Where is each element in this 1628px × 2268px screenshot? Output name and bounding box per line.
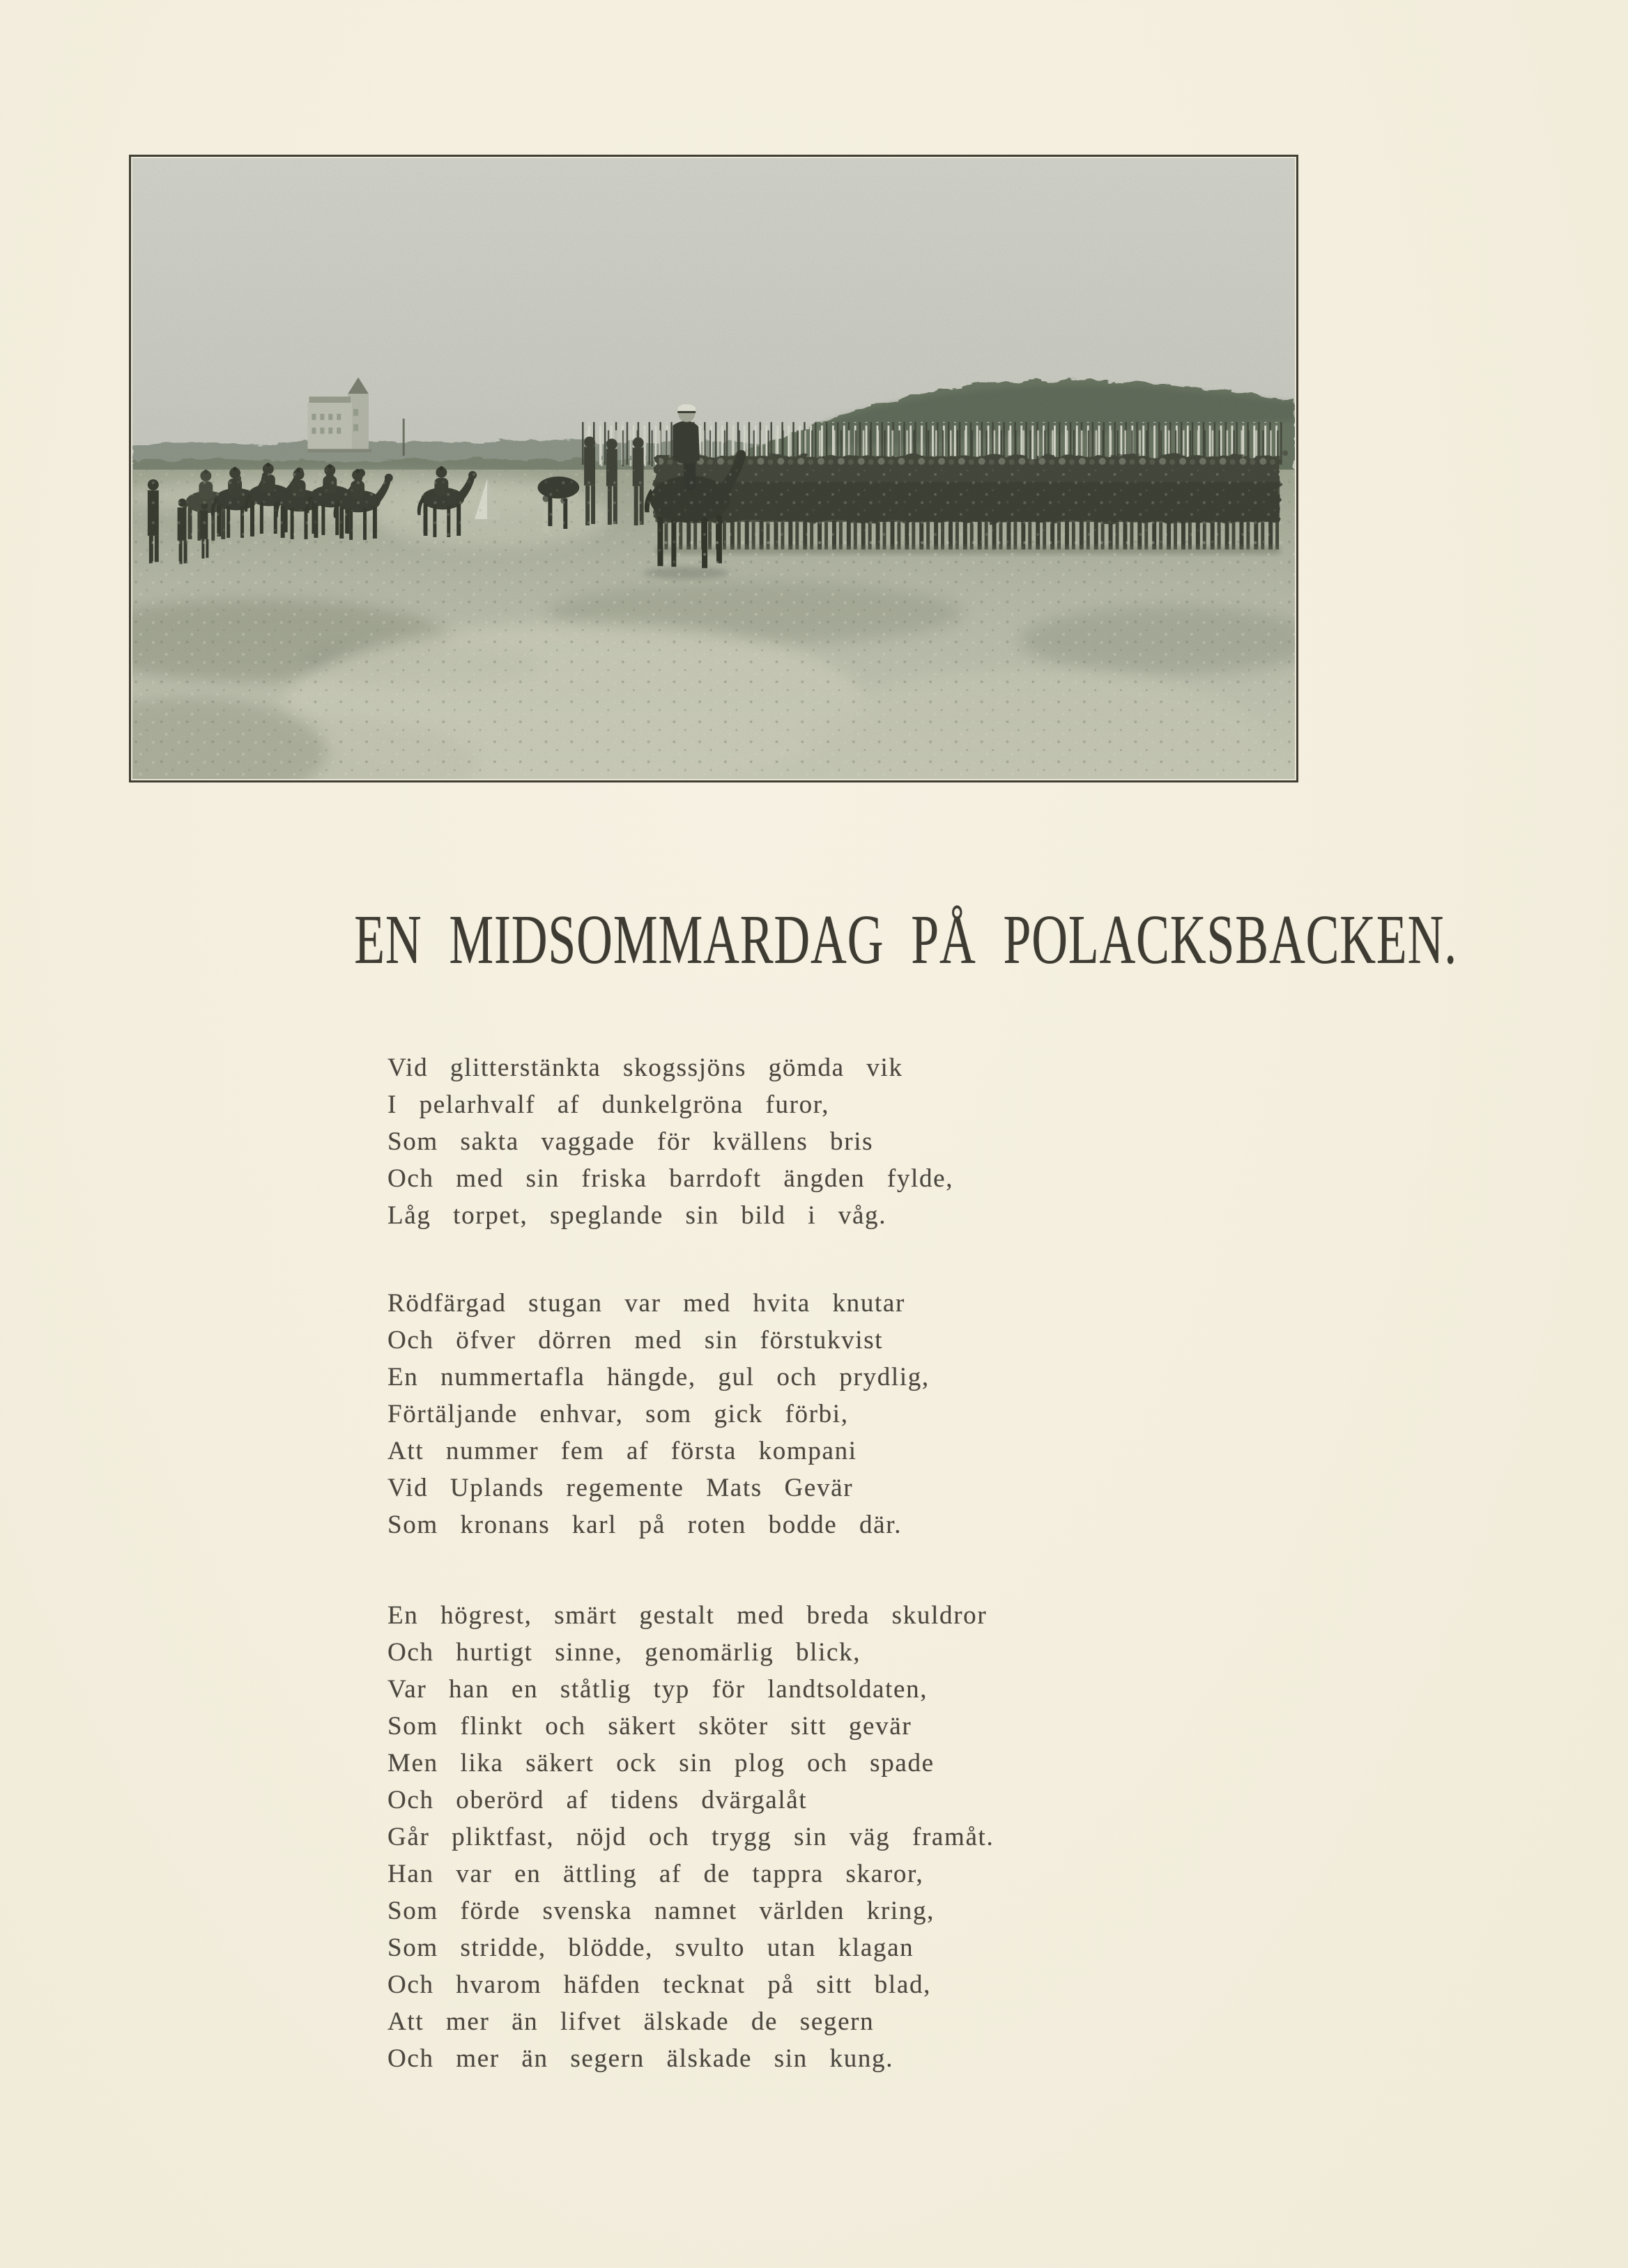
poem-line: Rödfärgad stugan var med hvita knutar	[387, 1289, 906, 1318]
poem-stanza-3	[387, 1597, 994, 2077]
poem-stanza-2	[387, 1285, 930, 1543]
page-title	[129, 900, 1458, 978]
poem-line: En högrest, smärt gestalt med breda skuldror	[387, 1601, 988, 1630]
poem-line: Han var en ättling af de tappra skaror,	[387, 1860, 924, 1888]
poem-line: Och hvarom häfden tecknat på sitt blad,	[387, 1970, 932, 1999]
poem-line: Går pliktfast, nöjd och trygg sin väg framåt.	[387, 1823, 995, 1851]
poem-line: Vid glitterstänkta skogssjöns gömda vik	[387, 1054, 903, 1082]
poem-line: I pelarhvalf af dunkelgröna furor,	[387, 1090, 830, 1119]
poem-line: Var han en ståtlig typ för landtsoldaten,	[387, 1675, 928, 1704]
parade-photo-illustration	[132, 158, 1295, 779]
poem-line: Som kronans karl på roten bodde där.	[387, 1511, 903, 1539]
poem-line: Och med sin friska barrdoft ängden fylde,	[387, 1164, 954, 1193]
poem-line: Att mer än lifvet älskade de segern	[387, 2007, 875, 2036]
poem-line: Vid Uplands regemente Mats Gevär	[387, 1474, 854, 1502]
poem-line: Som sakta vaggade för kvällens bris	[387, 1127, 874, 1156]
page-title-text: EN MIDSOMMARDAG PÅ POLACKSBACKEN.	[354, 900, 1458, 978]
photo-frame	[129, 155, 1298, 782]
poem-line: Som stridde, blödde, svulto utan klagan	[387, 1934, 914, 1962]
poem-stanza-1	[387, 1049, 953, 1234]
poem-line: Förtäljande enhvar, som gick förbi,	[387, 1400, 849, 1428]
poem-line: Som förde svenska namnet världen kring,	[387, 1897, 935, 1925]
poem-line: Som flinkt och säkert sköter sitt gevär	[387, 1712, 912, 1741]
poem-line: Och oberörd af tidens dvärgalåt	[387, 1786, 808, 1814]
poem-line: Och öfver dörren med sin förstukvist	[387, 1326, 884, 1355]
poem-line: Att nummer fem af första kompani	[387, 1437, 857, 1465]
poem-line: Och mer än segern älskade sin kung.	[387, 2044, 894, 2073]
poem-line: Och hurtigt sinne, genomärlig blick,	[387, 1638, 861, 1667]
poem-line: En nummertafla hängde, gul och prydlig,	[387, 1363, 930, 1391]
poem-line: Men lika säkert ock sin plog och spade	[387, 1749, 935, 1777]
poem-line: Låg torpet, speglande sin bild i våg.	[387, 1201, 887, 1230]
